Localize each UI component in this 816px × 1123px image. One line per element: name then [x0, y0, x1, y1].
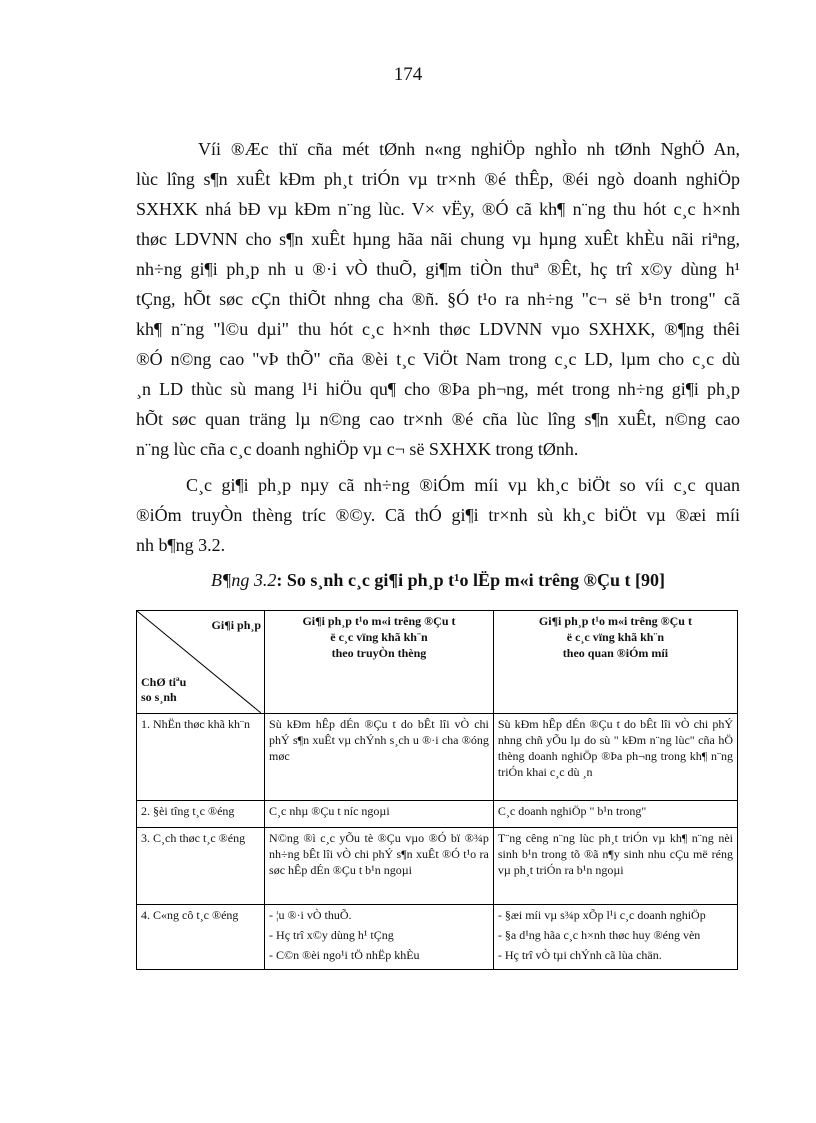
caption-title: : So s¸nh c¸c gi¶i ph¸p t¹o lËp m«i trêng ®Çu t [90] [276, 570, 665, 590]
text-line: ®iÓm truyÒn thèng tríc ®©y. Cã thÓ gi¶i tr×nh sù kh¸c biÖt vµ ®æi míi [136, 505, 740, 525]
list-item: - §æi míi vµ s¾p xÕp l¹i c¸c doanh nghiÖp [497, 908, 706, 922]
table-row [137, 801, 738, 828]
header-traditional [265, 611, 494, 714]
header-line: ë c¸c vïng khã kh¨n [566, 630, 665, 644]
list-item: - ¦u ®·i vÒ thuÕ. [269, 908, 352, 922]
comparison-table [136, 610, 738, 970]
text-line: ®Ó n©ng cao "vÞ thÕ" cña ®èi t¸c ViÖt Nam trong c¸c LD, lµm cho c¸c dù [136, 349, 740, 369]
diagonal-header-cell [137, 611, 265, 714]
new-cell [493, 905, 737, 970]
table-row [137, 714, 738, 801]
header-line: Gi¶i ph¸p t¹o m«i trêng ®Çu t [302, 614, 456, 628]
list-item: - C©n ®èi ngo¹i tÖ nhËp khÈu [269, 948, 420, 962]
corner-criteria-line: so s¸nh [141, 690, 177, 704]
text-line: n¨ng lùc cña c¸c doanh nghiÖp vµ c¬ së SXHXK trong tØnh. [136, 439, 579, 459]
corner-criteria-label [141, 675, 186, 705]
header-line: Gi¶i ph¸p t¹o m«i trêng ®Çu t [538, 614, 692, 628]
text-line: nh b¶ng 3.2. [136, 535, 226, 555]
criterion-cell: 3. C¸ch thøc t¸c ®éng [137, 828, 265, 905]
table-header-row [137, 611, 738, 714]
table-row [137, 905, 738, 970]
list-item: - Hç trî x©y dùng h¹ tÇng [269, 928, 394, 942]
traditional-cell: N©ng ®ì c¸c yÕu tè ®Çu vµo ®Ó bï ®¾p nh÷ng bÊt lîi vÒ chi phÝ s¶n xuÊt ®Ó t¹o ra søc hÊp dÉn ®Çu t b¹n ngoµi [265, 828, 494, 905]
text-line: nh÷ng gi¶i ph¸p nh u ®·i vÒ thuÕ, gi¶m tiÒn thuª ®Êt, hç trî x©y dùng h¹ [136, 259, 740, 279]
text-line: kh¶ n¨ng "l©u dµi" thu hót c¸c h×nh thøc LDVNN vµo SXHXK, ®¶ng thêi [136, 319, 740, 339]
table-caption [136, 570, 740, 591]
paragraph-2 [136, 470, 740, 560]
header-line: theo quan ®iÓm míi [562, 646, 669, 660]
text-line: Víi ®Æc thï cña mét tØnh n«ng nghiÖp nghÌo nh tØnh NghÖ An, [198, 139, 740, 159]
traditional-cell [265, 905, 494, 970]
text-line: SXHXK nhá bÐ vµ kÐm n¨ng lùc. V× vËy, ®Ó cã kh¶ n¨ng thu hót c¸c h×nh [136, 199, 740, 219]
new-cell: Sù kÐm hÊp dÉn ®Çu t do bÊt lîi vÒ chi phÝ nhng chñ yÕu lµ do sù " kÐm n¨ng lùc" cña hÖ thèng doanh nghiÖp ®Þa ph¬ng trong kh¶ n¨ng triÓn khai c¸c dù ¸n [493, 714, 737, 801]
text-line: lùc lîng s¶n xuÊt kÐm ph¸t triÓn vµ tr×nh ®é thÊp, ®éi ngò doanh nghiÖp [136, 169, 740, 189]
traditional-cell: C¸c nhµ ®Çu t níc ngoµi [265, 801, 494, 828]
header-new [493, 611, 737, 714]
header-line: ë c¸c vïng khã kh¨n [330, 630, 428, 644]
corner-solutions-label: Gi¶i ph¸p [211, 618, 262, 632]
text-line: tÇng, hÕt søc cÇn thiÕt nhng cha ®ñ. §Ó t¹o ra nh÷ng "c¬ së b¹n trong" cã [136, 289, 740, 309]
list-item: - §a d¹ng hãa c¸c h×nh thøc huy ®éng vèn [497, 928, 701, 942]
text-line: ¸n LD thùc sù mang l¹i hiÖu qu¶ cho ®Þa ph¬ng, mét trong nh÷ng gi¶i ph¸p [136, 379, 740, 399]
paragraph-1 [136, 134, 740, 464]
text-line: thøc LDVNN cho s¶n xuÊt hµng hãa nãi chung vµ hµng xuÊt khÈu nãi riªng, [136, 229, 740, 249]
page-number: 174 [393, 64, 423, 85]
list-item: - Hç trî vÒ tµi chÝnh cã lùa chän. [497, 948, 662, 962]
text-line: C¸c gi¶i ph¸p nµy cã nh÷ng ®iÓm míi vµ kh¸c biÖt so víi c¸c quan [186, 475, 740, 495]
new-cell: C¸c doanh nghiÖp " b¹n trong" [493, 801, 737, 828]
traditional-cell: Sù kÐm hÊp dÉn ®Çu t do bÊt lîi vÒ chi phÝ s¶n xuÊt vµ chÝnh s¸ch u ®·i cha ®óng møc [265, 714, 494, 801]
corner-criteria-line: ChØ tiªu [141, 675, 187, 689]
header-line: theo truyÒn thèng [331, 646, 427, 660]
criterion-cell: 1. NhËn thøc khã kh¨n [137, 714, 265, 801]
new-cell: T¨ng cêng n¨ng lùc ph¸t triÓn vµ kh¶ n¨ng nèi sinh b¹n trong tõ ®ã n¶y sinh nhu cÇu më réng vµ ph¸t triÓn ra b¹n ngoµi [493, 828, 737, 905]
text-line: hÕt søc quan träng lµ n©ng cao tr×nh ®é cña lùc lîng s¶n xuÊt, n©ng cao [136, 409, 740, 429]
criterion-cell: 2. §èi tîng t¸c ®éng [137, 801, 265, 828]
caption-prefix: B¶ng 3.2 [211, 570, 277, 590]
table-row [137, 828, 738, 905]
criterion-cell: 4. C«ng cô t¸c ®éng [137, 905, 265, 970]
